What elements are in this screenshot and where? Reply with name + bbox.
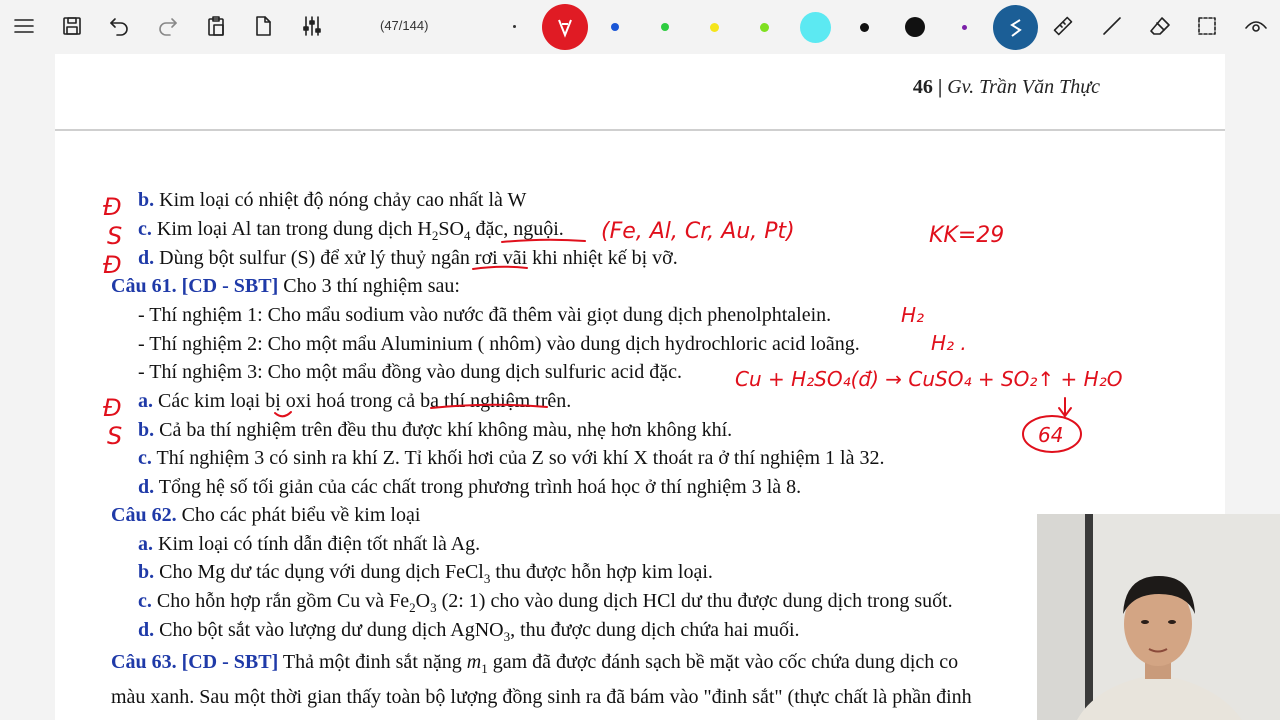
header-rule — [55, 129, 1225, 131]
q62-option-a: a. Kim loại có tính dẫn điện tốt nhất là Ag. — [138, 533, 481, 555]
q63-title: Câu 63. [CD - SBT] Thả một đinh sắt nặng $m_1$ gam đã được đánh sạch bề mặt vào cốc chứa dung dịch co — [111, 651, 959, 676]
tiny-dot-tool[interactable] — [513, 25, 516, 28]
green-color-dot[interactable] — [661, 23, 669, 31]
q60-option-b: b. Kim loại có nhiệt độ nóng chảy cao nhất là W — [138, 189, 527, 211]
note-metals: (Fe, Al, Cr, Au, Pt) — [601, 219, 795, 244]
purple-color-dot[interactable] — [962, 25, 967, 30]
mark-d-q60b: Đ — [103, 193, 122, 221]
q62-option-b: b. Cho Mg dư tác dụng với dung dịch FeCl$_3$ thu được hỗn hợp kim loại. — [138, 561, 713, 586]
note-kk: KK=29 — [929, 223, 1005, 248]
q61-exp2: - Thí nghiệm 2: Cho một mẩu Aluminium ( nhôm) vào dung dịch hydrochloric acid loãng. — [138, 333, 860, 355]
q62-title: Câu 62. Cho các phát biểu về kim loại — [111, 504, 421, 526]
webcam-overlay — [1037, 514, 1280, 720]
presenter-video-icon — [1037, 514, 1280, 720]
q61-option-b: b. Cả ba thí nghiệm trên đều thu được khí không màu, nhẹ hơn không khí. — [138, 419, 733, 441]
q61-exp3: - Thí nghiệm 3: Cho một mẩu đồng vào dung dịch sulfuric acid đặc. — [138, 361, 682, 383]
sliders-icon[interactable] — [294, 8, 330, 44]
save-icon[interactable] — [54, 8, 90, 44]
note-h2-exp2: H₂ . — [931, 331, 967, 355]
q61-option-a: a. Các kim loại bị oxi hoá trong cả ba thí nghiệm trên. — [138, 390, 572, 412]
cyan-color-dot[interactable] — [800, 12, 831, 43]
q63-line2: màu xanh. Sau một thời gian thấy toàn bộ lượng đồng sinh ra đã bám vào "đinh sắt" (thực chất là phần đinh — [111, 686, 972, 708]
note-h2-exp1: H₂ — [901, 303, 925, 327]
menu-icon[interactable] — [6, 8, 42, 44]
lasso-tool[interactable] — [993, 5, 1038, 50]
black-small-dot[interactable] — [860, 23, 869, 32]
mark-d-q60d: Đ — [103, 251, 122, 279]
header-author: Gv. Trần Văn Thực — [947, 76, 1100, 98]
q61-exp1: - Thí nghiệm 1: Cho mẩu sodium vào nước đã thêm vài giọt dung dịch phenolphtalein. — [138, 304, 832, 326]
q60-option-d: d. Dùng bột sulfur (S) để xử lý thuỷ ngân rơi vãi khi nhiệt kế bị vỡ. — [138, 247, 678, 269]
redo-icon[interactable] — [150, 8, 186, 44]
clipboard-icon[interactable] — [198, 8, 234, 44]
yellow-color-dot[interactable] — [710, 23, 719, 32]
q61-title: Câu 61. [CD - SBT] Cho 3 thí nghiệm sau: — [111, 275, 460, 297]
red-pen-tool[interactable] — [542, 4, 588, 50]
line-icon[interactable] — [1094, 8, 1130, 44]
q61-option-d: d. Tổng hệ số tối giản của các chất trong phương trình hoá học ở thí nghiệm 3 là 8. — [138, 476, 802, 498]
black-large-dot[interactable] — [905, 17, 925, 37]
lime-color-dot[interactable] — [760, 23, 769, 32]
page-header — [913, 76, 1100, 99]
arrow-down-head — [1059, 408, 1071, 416]
q62-option-d: d. Cho bột sắt vào lượng dư dung dịch AgNO$_3$, thu được dung dịch chứa hai muối. — [138, 619, 800, 644]
pen-icon — [553, 15, 577, 39]
page-number: 46 — [912, 76, 933, 98]
eye-icon[interactable] — [1238, 8, 1274, 44]
mark-d-q61a: Đ — [103, 394, 122, 422]
header-separator: | — [937, 76, 943, 98]
page-indicator: (47/144) — [380, 18, 429, 33]
lasso-icon — [1004, 16, 1028, 40]
q61-option-c: c. Thí nghiệm 3 có sinh ra khí Z. Tỉ khối hơi của Z so với khí X thoát ra ở thí nghiệm 1 là 32. — [138, 447, 885, 469]
mark-s-q60c: S — [107, 222, 123, 250]
page-icon[interactable] — [245, 8, 281, 44]
note-64: 64 — [1038, 423, 1064, 447]
blue-color-dot[interactable] — [611, 23, 619, 31]
eraser-icon[interactable] — [1142, 8, 1178, 44]
ruler-icon[interactable] — [1045, 8, 1081, 44]
undo-icon[interactable] — [101, 8, 137, 44]
q62-option-c: c. Cho hỗn hợp rắn gồm Cu và $Fe_2O_3$ (2: 1) cho vào dung dịch HCl dư thu được dung dịch trong suốt. — [138, 590, 953, 615]
circle-64 — [1023, 416, 1081, 452]
mark-s-q61b: S — [107, 422, 123, 450]
toolbar — [0, 0, 1280, 54]
note-equation: Cu + H₂SO₄(đ) → CuSO₄ + SO₂↑ + H₂O — [735, 367, 1123, 391]
q60-option-c: c. Kim loại Al tan trong dung dịch $H_2SO_4$ đặc, nguội. — [138, 218, 564, 243]
select-icon[interactable] — [1189, 8, 1225, 44]
